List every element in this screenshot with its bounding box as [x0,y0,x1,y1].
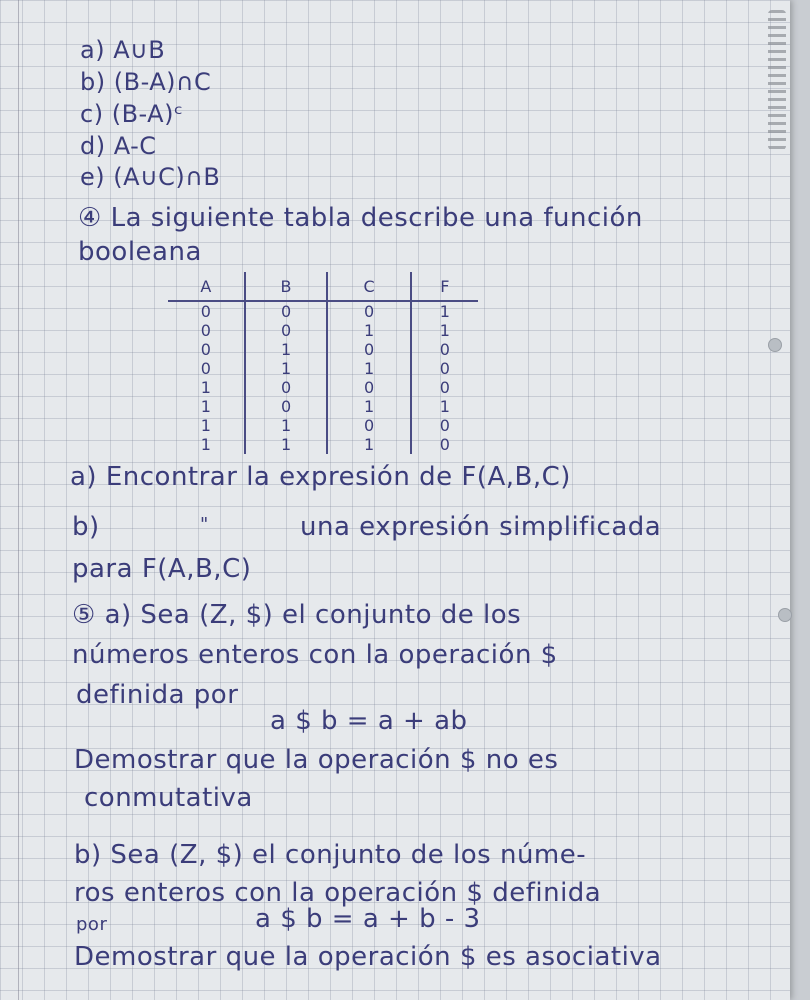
table-row [168,359,478,378]
spiral-binding [768,10,786,150]
table-row [168,301,478,321]
problem-5b-task: Demostrar que la operación $ es asociativa [74,942,662,972]
table-cell: 1 [411,321,478,340]
table-cell: 0 [245,321,327,340]
table-cell: 0 [200,340,211,359]
table-cell: 0 [327,378,411,397]
table-cell: 1 [245,359,327,378]
formula-5b: a $ b = a + b - 3 [255,904,481,934]
table-cell: 1 [200,435,211,454]
table-cell: 1 [327,359,411,378]
table-cell: 0 [200,302,211,321]
problem-5a-statement-cont: definida por [76,680,239,710]
table-cell: 0 [411,416,478,435]
set-item-e: e) (A∪C)∩B [80,163,221,191]
table-row [168,321,478,340]
set-item-a: a) A∪B [80,36,166,64]
table-cell: 1 [200,416,211,435]
problem-4-part-b-text: una expresión simplificada [300,512,662,542]
problem-4-statement: ④ La siguiente tabla describe una función [78,203,643,233]
table-cell: 0 [327,301,411,321]
ditto-mark: " [200,514,209,535]
column-header-f: F [411,272,478,301]
problem-5a-statement-cont: números enteros con la operación $ [72,640,558,670]
table-cell: 0 [327,340,411,359]
problem-4-statement-cont: booleana [78,237,202,267]
set-item-d: d) A-C [80,132,157,160]
problem-5b-statement: b) Sea (Z, $) el conjunto de los núme- [74,840,587,870]
table-cell: 1 [327,435,411,454]
column-header-a: A [168,272,245,301]
table-cell: 0 [245,378,327,397]
problem-4-part-b-cont: para F(A,B,C) [72,554,252,584]
set-item-c: c) (B-A)ᶜ [80,100,184,128]
table-cell: 0 [327,416,411,435]
problem-5a-task-cont: conmutativa [84,783,253,813]
table-cell: 1 [245,340,327,359]
column-header-c: C [327,272,411,301]
table-cell: 1 [411,301,478,321]
truth-table-header [168,272,478,301]
problem-5b-statement-cont: ros enteros con la operación $ definida [74,878,602,908]
margin-line [18,0,19,1000]
table-cell: 1 [411,397,478,416]
table-cell: 1 [327,397,411,416]
table-cell: 0 [200,321,211,340]
table-cell: 0 [411,359,478,378]
problem-5a-task: Demostrar que la operación $ no es [74,745,559,775]
table-cell: 0 [245,301,327,321]
problem-5a-statement: ⑤ a) Sea (Z, $) el conjunto de los [72,600,522,630]
table-cell: 0 [411,435,478,454]
truth-table [168,272,478,454]
table-cell: 0 [411,378,478,397]
table-cell: 1 [327,321,411,340]
punch-hole [768,338,782,352]
formula-5a: a $ b = a + ab [270,706,468,736]
problem-4-part-a: a) Encontrar la expresión de F(A,B,C) [70,462,571,492]
table-cell: 1 [245,435,327,454]
table-cell: 1 [245,416,327,435]
table-row [168,435,478,454]
table-row [168,340,478,359]
punch-hole [778,608,792,622]
column-header-b: B [245,272,327,301]
table-row [168,378,478,397]
table-cell: 1 [200,378,211,397]
table-row [168,397,478,416]
set-item-b: b) (B-A)∩C [80,68,212,96]
problem-5b-statement-cont: por [76,914,108,935]
table-cell: 0 [245,397,327,416]
table-cell: 1 [200,397,211,416]
table-cell: 0 [411,340,478,359]
problem-4-part-b-label: b) [72,512,100,542]
table-row [168,416,478,435]
table-cell: 0 [200,359,211,378]
